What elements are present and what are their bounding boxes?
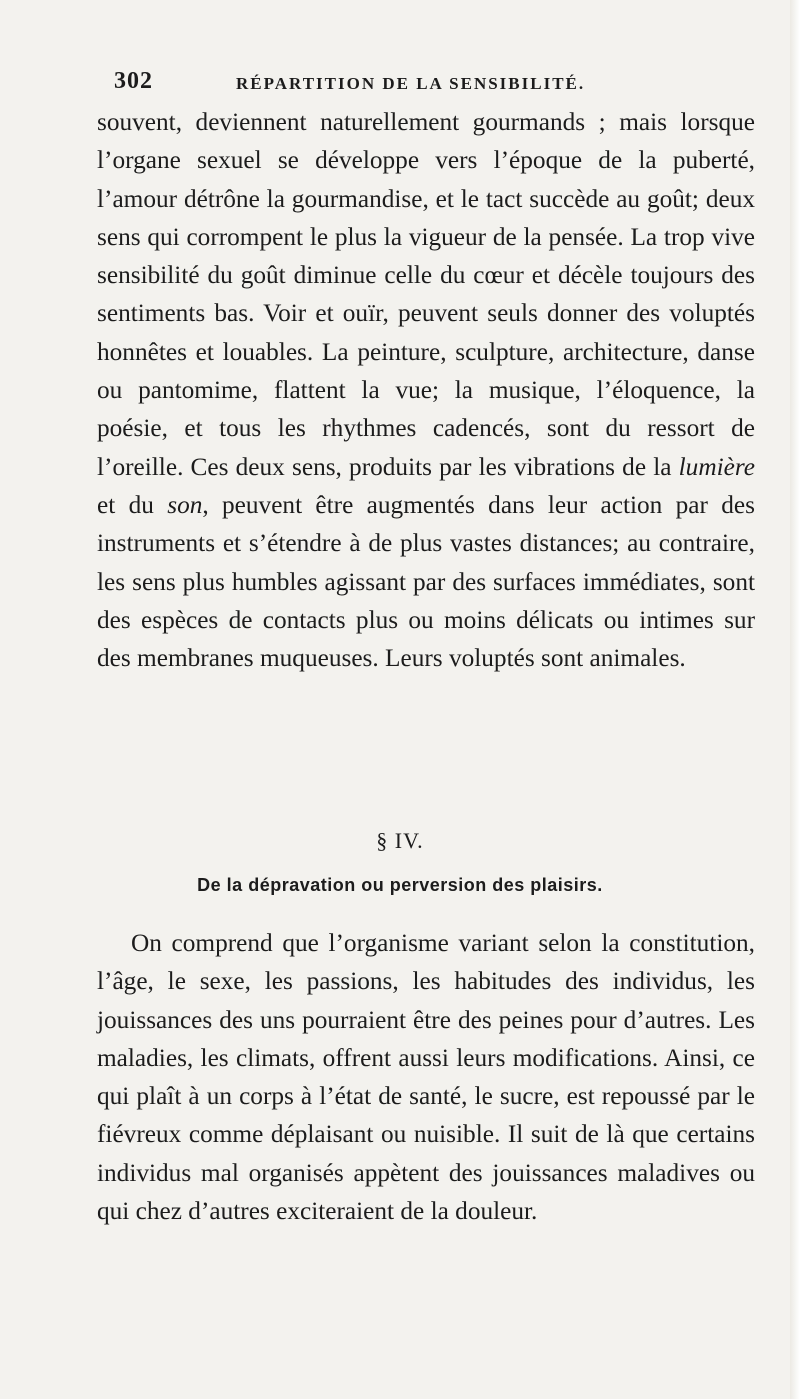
- page-header: [114, 68, 634, 102]
- page-edge: [790, 0, 800, 1399]
- section-title: De la dépravation ou perversion des plaisirs.: [197, 875, 603, 895]
- paragraph-1-text-a: souvent, deviennent naturellement gourmands ; mais lorsque l’organe sexuel se développe vers l’époque de la puberté, l’amour détrône la gourmandise, et le tact succède au goût; deux sens qui corrompent le plus la vigueur de la pensée. La trop vive sensibilité du goût diminue celle du cœur et décèle toujours des sentiments bas. Voir et ouïr, peuvent seuls donner des voluptés honnêtes et louables. La peinture, sculpture, architecture, danse ou pantomime, flattent la vue; la musique, l’éloquence, la poésie, et tous les rhythmes cadencés, sont du ressort de l’oreille. Ces deux sens, produits par les vibrations de la: [97, 108, 755, 481]
- running-title: RÉPARTITION DE LA SENSIBILITÉ.: [236, 74, 586, 93]
- paragraph-1-text-c: , peuvent être augmentés dans leur action par des instruments et s’étendre à de plus vastes distances; au contraire, les sens plus humbles agissant par des surfaces immédiates, sont des espèces de contacts plus ou moins délicats ou intimes sur des membranes muqueuses. Leurs voluptés sont animales.: [97, 490, 755, 673]
- italic-word-son: son: [167, 490, 203, 519]
- page-number: 302: [114, 68, 153, 94]
- section-number: § IV.: [376, 828, 424, 853]
- paragraph-1-text-b: et du: [97, 490, 168, 519]
- paragraph-1: [97, 103, 755, 677]
- paragraph-2: On comprend que l’organisme variant selon la constitution, l’âge, le sexe, les passions, les habitudes des individus, les jouissances des uns pourraient être des peines pour d’autres. Les maladies, les climats, offrent aussi leurs modifications. Ainsi, ce qui plaît à un corps à l’état de santé, le sucre, est repoussé par le fiévreux comme déplaisant ou nuisible. Il suit de là que certains individus mal organisés appètent des jouissances maladives ou qui chez d’autres exciteraient de la douleur.: [97, 929, 755, 1226]
- italic-word-lumiere: lumière: [678, 452, 755, 481]
